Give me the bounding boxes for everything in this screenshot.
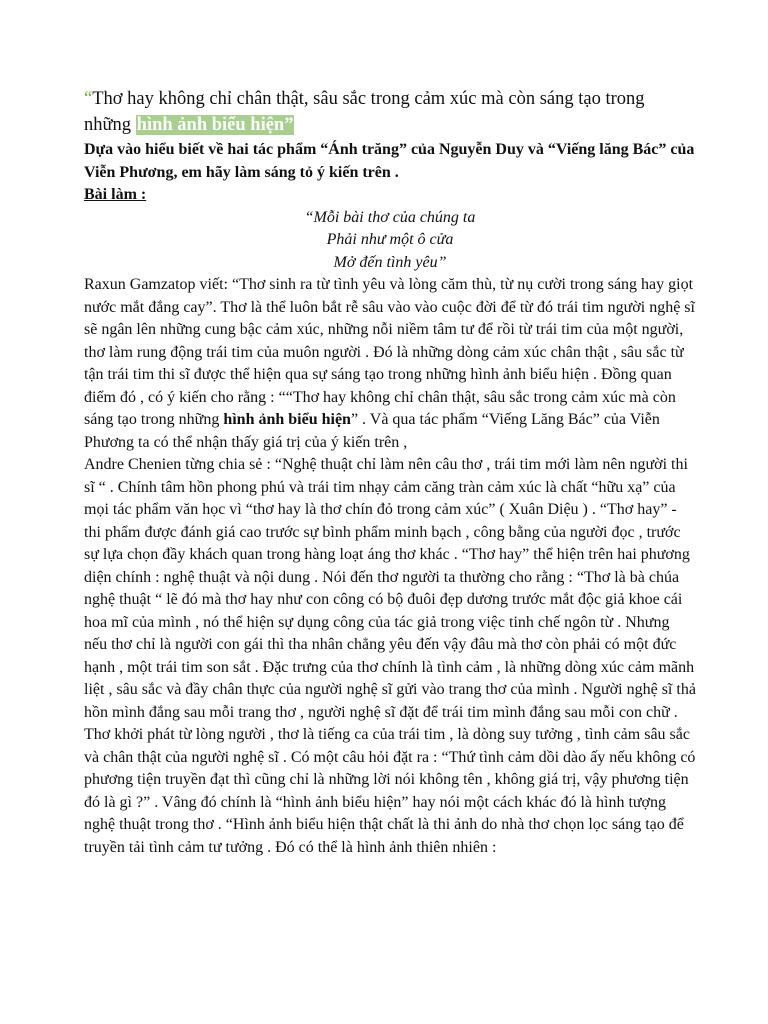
essay-heading: Bài làm : <box>84 186 147 203</box>
topic-highlighted-phrase: hình ảnh biểu hiện” <box>136 115 294 135</box>
document-page <box>84 86 696 859</box>
topic-quote-text: Thơ hay không chỉ chân thật, sâu sắc trong cảm xúc mà còn sáng tạo trong những <box>84 89 645 135</box>
paragraph-intro-part-2: ” . Và qua tác phẩm “Viếng Lăng Bác” của Viễn Phương ta có thể nhận thấy giá trị của ý kiến trên , <box>84 411 660 451</box>
topic-open-quote: “ <box>84 89 93 109</box>
poem-line-1: “Mỗi bài thơ của chúng ta <box>304 208 476 226</box>
paragraph-intro <box>84 274 696 454</box>
poem-line-2: Phải như một ô cửa <box>326 231 454 248</box>
essay-prompt: Dựa vào hiểu biết về hai tác phẩm “Ánh trăng” của Nguyễn Duy và “Viếng lăng Bác” của Viễn Phương, em hãy làm sáng tỏ ý kiến trên . <box>84 141 695 181</box>
epigraph-poem <box>84 207 696 275</box>
essay-topic-quote <box>84 86 696 138</box>
paragraph-intro-part-1: Raxun Gamzatop viết: “Thơ sinh ra từ tình yêu và lòng căm thù, từ nụ cười trong sáng hay giọt nước mắt đắng cay”. Thơ là thể luôn bắt rễ sâu vào vào cuộc đời để từ đó trái tim người nghệ sĩ sẽ ngân lên những cung bậc cảm xúc, những nỗi niềm tâm tư để rồi từ trái tim của một người, thơ làm rung động trái tim của muôn người . Đó là những dòng cảm xúc chân thật , sâu sắc từ tận trái tim thi sĩ được thể hiện qua sự sáng tạo trong những hình ảnh biểu hiện . Đồng quan điểm đó , có ý kiến cho rằng : ““Thơ hay không chỉ chân thật, sâu sắc trong cảm xúc mà còn sáng tạo trong những <box>84 276 695 428</box>
paragraph-intro-bold-phrase: hình ảnh biểu hiện <box>223 411 351 428</box>
poem-line-3: Mở đến tình yêu” <box>333 253 447 271</box>
paragraph-body: Andre Chenien từng chia sẻ : “Nghệ thuật chỉ làm nên câu thơ , trái tim mới làm nên người thi sĩ “ . Chính tâm hồn phong phú và trái tim nhạy cảm căng tràn cảm xúc là chất “hữu xạ” của mọi tác phẩm văn học vì “thơ hay là thơ chín đỏ trong cảm xúc” ( Xuân Diệu ) . “Thơ hay” - thi phẩm được đánh giá cao trước sự bình phẩm minh bạch , công bằng của người đọc , trước sự lựa chọn đầy khách quan trong hàng loạt áng thơ khác . “Thơ hay” thể hiện trên hai phương diện chính : nghệ thuật và nội dung . Nói đến thơ người ta thường cho rằng : “Thơ là bà chúa nghệ thuật “ lẽ đó mà thơ hay như con công có bộ đuôi đẹp dương trước mắt độc giả khoe cái hoa mĩ của mình , nó thể hiện sự dụng công của tác giả trong việc tinh chế ngôn từ . Nhưng nếu thơ chỉ là người con gái thì tha nhân chẳng yêu đến vậy đâu mà thơ còn phải có một đức hạnh , một trái tim son sắt . Đặc trưng của thơ chính là tình cảm , là những dòng xúc cảm mãnh liệt , sâu sắc và đầy chân thực của người nghệ sĩ gửi vào trang thơ của mình . Người nghệ sĩ thả hồn mình đắng sau mỗi trang thơ , người nghệ sĩ đặt để trái tim mình đắng sau mỗi con chữ . Thơ khởi phát từ lòng người , thơ là tiếng ca của trái tim , là dòng suy tưởng , tình cảm sâu sắc và chân thật của người nghệ sĩ . Có một câu hỏi đặt ra : “Thứ tình cảm dồi dào ấy nếu không có phương tiện truyền đạt thì cũng chỉ là những lời nói không tên , không giá trị, vậy phương tiện đó là gì ?” . Vâng đó chính là “hình ảnh biểu hiện” hay nói một cách khác đó là hình tượng nghệ thuật trong thơ . “Hình ảnh biểu hiện thật chất là thi ảnh do nhà thơ chọn lọc sáng tạo để truyền tải tình cảm tư tưởng . Đó có thể là hình ảnh thiên nhiên : <box>84 456 696 856</box>
